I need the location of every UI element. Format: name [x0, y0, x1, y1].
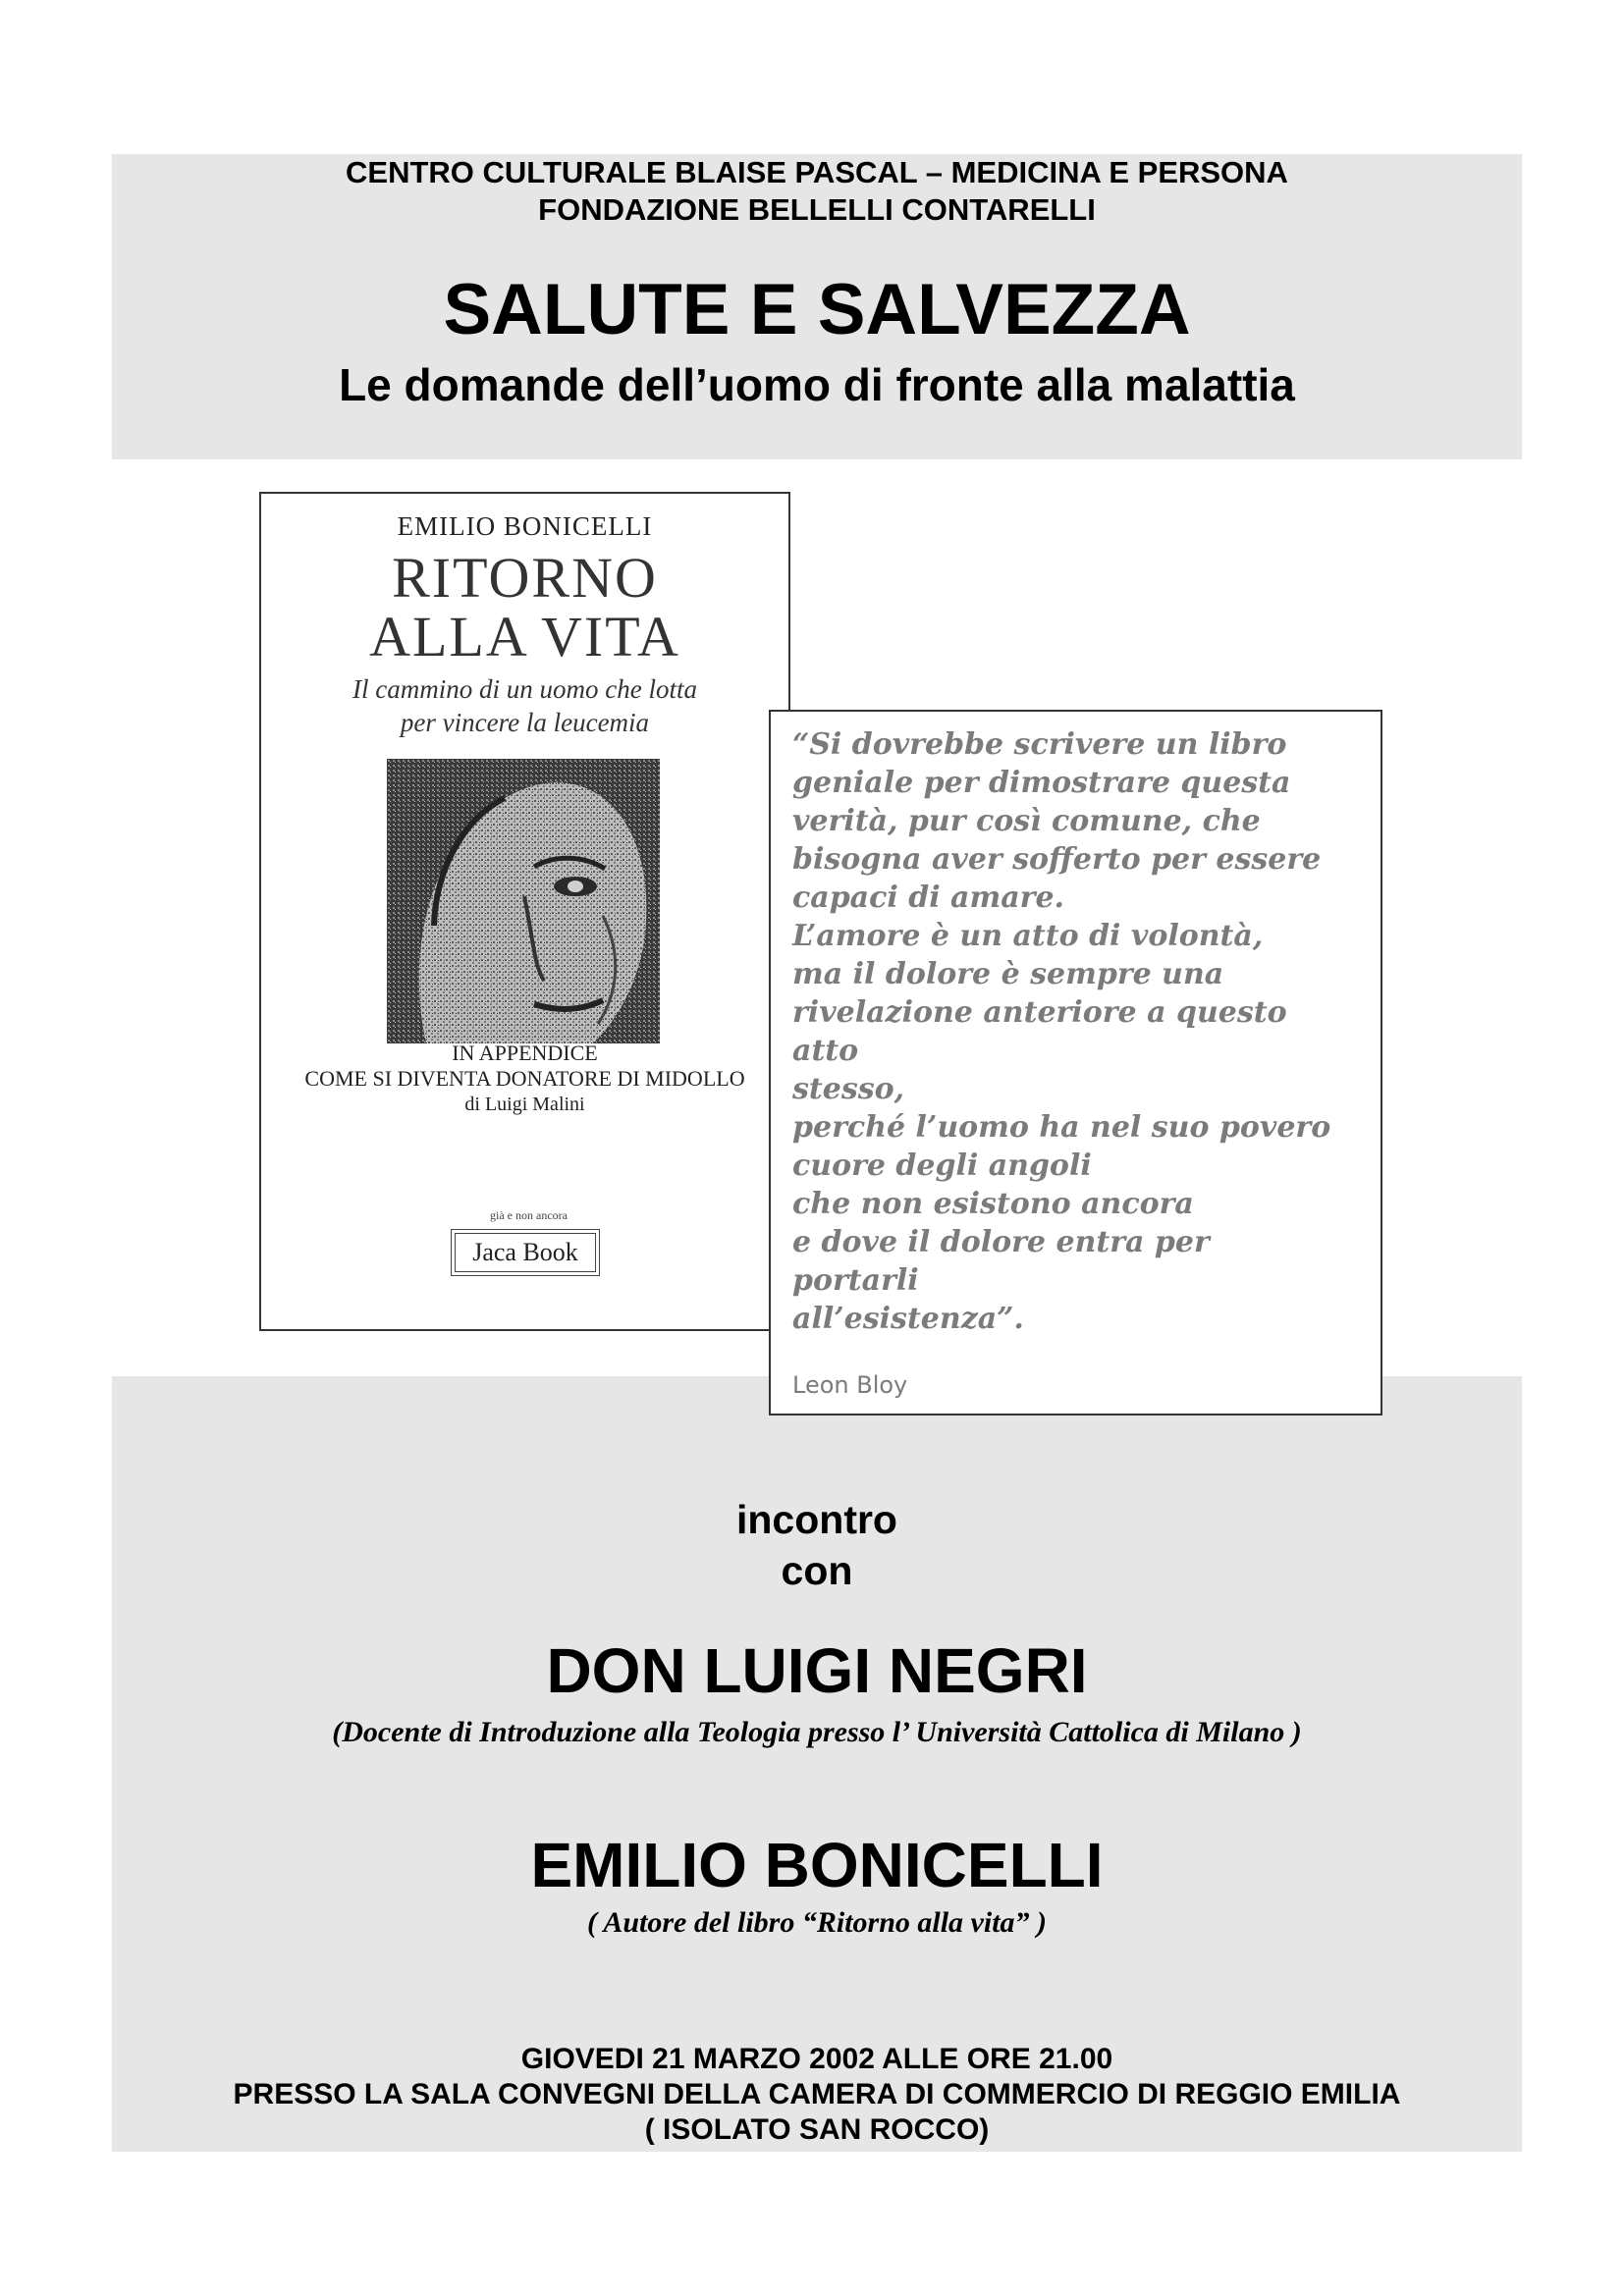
quote-line: all’esistenza”. — [792, 1302, 1024, 1336]
event-venue: PRESSO LA SALA CONVEGNI DELLA CAMERA DI COMMERCIO DI REGGIO EMILIA — [233, 2078, 1401, 2110]
book-title-line-2: ALLA VITA — [369, 605, 680, 668]
quote-line: portarli — [792, 1263, 919, 1298]
book-subtitle-line-2: per vincere la leucemia — [400, 708, 650, 737]
organizer-line-2: FONDAZIONE BELLELLI CONTARELLI — [538, 192, 1096, 227]
quote-line: cuore degli angoli — [792, 1148, 1092, 1183]
speaker-2-name: EMILIO BONICELLI — [530, 1830, 1104, 1900]
event-band — [112, 1376, 1522, 2152]
quote-box — [769, 710, 1382, 1415]
appendix-line-3: di Luigi Malini — [464, 1094, 585, 1115]
quote-line: geniale per dimostrare questa — [792, 766, 1291, 800]
intro-line-2: con — [781, 1548, 853, 1593]
book-series: già e non ancora — [490, 1208, 568, 1222]
quote-line: perché l’uomo ha nel suo povero — [792, 1110, 1331, 1145]
event-date: GIOVEDI 21 MARZO 2002 ALLE ORE 21.00 — [520, 2043, 1113, 2075]
speaker-2-role: ( Autore del libro “Ritorno alla vita” ) — [586, 1906, 1048, 1939]
speaker-1-name: DON LUIGI NEGRI — [546, 1635, 1088, 1706]
cover-illustration — [387, 759, 660, 1043]
quote-line: bisogna aver sofferto per essere — [792, 842, 1322, 877]
publisher-name: Jaca Book — [472, 1238, 578, 1266]
quote-line: rivelazione anteriore a questo — [792, 995, 1287, 1030]
page-subtitle: Le domande dell’uomo di fronte alla malattia — [339, 359, 1295, 410]
intro-line-1: incontro — [736, 1497, 897, 1542]
quote-line: L’amore è un atto di volontà, — [792, 919, 1264, 953]
header-band — [112, 154, 1522, 459]
quote-line: e dove il dolore entra per — [792, 1225, 1210, 1259]
quote-line: ma il dolore è sempre una — [792, 957, 1224, 991]
event-venue-detail: ( ISOLATO SAN ROCCO) — [644, 2113, 990, 2146]
appendix-line-2: COME SI DIVENTA DONATORE DI MIDOLLO — [304, 1066, 745, 1091]
quote-line: capaci di amare. — [792, 881, 1065, 915]
book-title-line-1: RITORNO — [392, 546, 658, 610]
organizer-line-1: CENTRO CULTURALE BLAISE PASCAL – MEDICINA E PERSONA — [346, 155, 1288, 189]
quote-line: stesso, — [792, 1072, 905, 1106]
book-cover — [259, 492, 790, 1331]
quote-line: che non esistono ancora — [792, 1187, 1194, 1221]
book-author: EMILIO BONICELLI — [397, 511, 653, 541]
page-title: SALUTE E SALVEZZA — [443, 270, 1191, 349]
speaker-1-role: (Docente di Introduzione alla Teologia presso l’ Università Cattolica di Milano ) — [332, 1716, 1302, 1748]
quote-line: verità, pur così comune, che — [792, 804, 1261, 838]
book-subtitle-line-1: Il cammino di un uomo che lotta — [352, 674, 697, 704]
appendix-line-1: IN APPENDICE — [452, 1041, 598, 1065]
quote-line: “Si dovrebbe scrivere un libro — [792, 727, 1287, 762]
quote-author: Leon Bloy — [792, 1371, 908, 1399]
publisher-logo — [451, 1229, 600, 1276]
quote-line: atto — [792, 1034, 859, 1068]
